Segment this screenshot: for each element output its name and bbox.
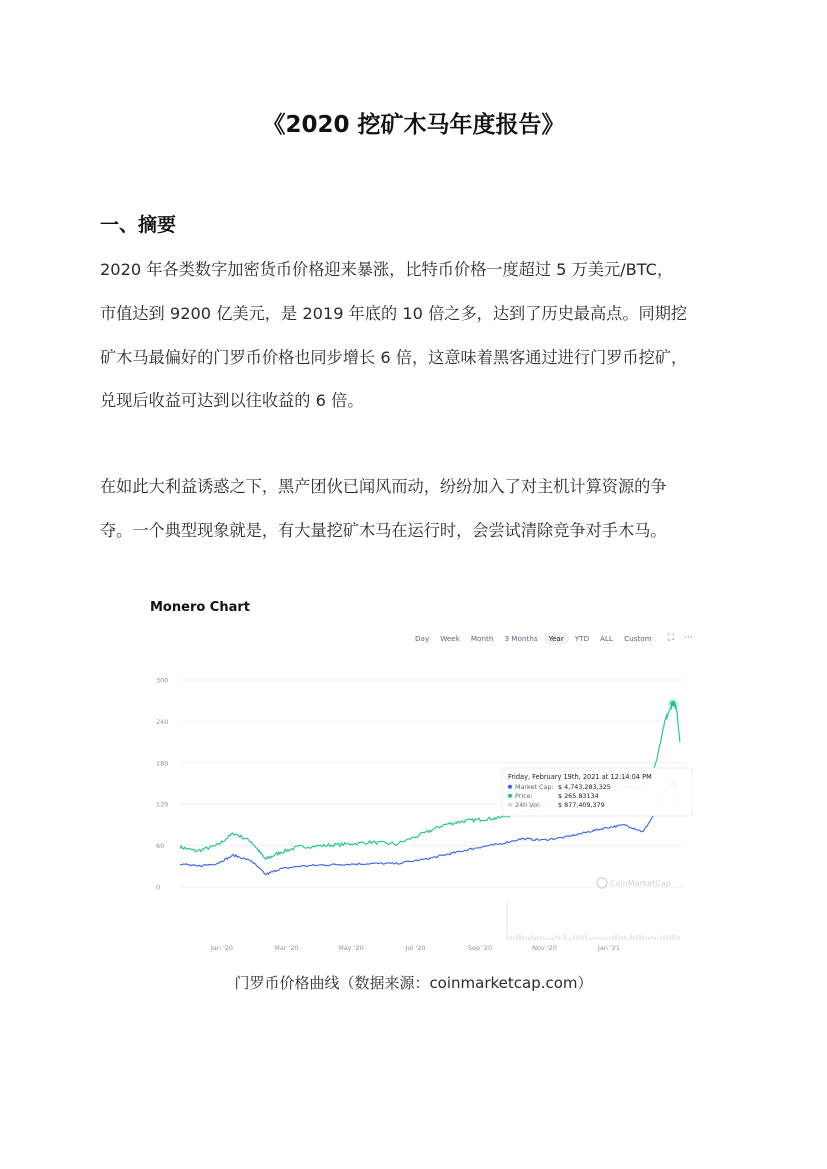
volume-bar [531, 935, 533, 940]
y-tick-label: 60 [156, 842, 165, 851]
volume-bar [651, 936, 653, 940]
volume-bar [612, 936, 614, 940]
volume-bar [627, 937, 629, 940]
tooltip-label: Price: [515, 792, 533, 800]
volume-bar [588, 938, 590, 940]
range-month[interactable]: Month [470, 633, 494, 643]
y-tick-label: 300 [156, 676, 169, 685]
volume-bar [633, 935, 635, 940]
volume-bar [528, 936, 530, 940]
x-tick-label: Jan '20 [210, 944, 234, 952]
paragraph1-line: 2020 年各类数字加密货币价格迎来暴涨，比特币价格一度超过 5 万美元/BTC， [100, 260, 674, 279]
figure-caption: 门罗币价格曲线（数据来源：coinmarketcap.com） [234, 974, 593, 992]
volume-bar [579, 935, 581, 940]
volume-bar [615, 934, 617, 940]
price-hover-point [670, 701, 675, 706]
volume-bar [594, 937, 596, 940]
volume-bar [675, 935, 677, 940]
y-tick-label: 0 [156, 883, 161, 892]
volume-bar [558, 935, 560, 940]
volume-bar [609, 937, 611, 940]
tooltip-dot [508, 785, 512, 789]
x-tick-label: Nov '20 [532, 944, 557, 952]
monero-chart-figure [140, 590, 700, 960]
volume-bar [507, 937, 509, 940]
range-3-months[interactable]: 3 Months [504, 633, 538, 643]
chart-title: Monero Chart [150, 600, 251, 615]
volume-bar [618, 937, 620, 940]
volume-bar [519, 934, 521, 940]
y-tick-label: 120 [156, 800, 169, 809]
paragraph1-line: 矿木马最偏好的门罗币价格也同步增长 6 倍，这意味着黑客通过进行门罗币挖矿， [100, 348, 688, 367]
volume-bar [657, 937, 659, 940]
volume-bar [603, 937, 605, 940]
volume-bar [591, 937, 593, 940]
volume-bar [666, 935, 668, 940]
volume-bar [630, 934, 632, 940]
volume-bar [561, 938, 563, 940]
x-tick-label: Mar '20 [274, 944, 299, 952]
volume-bar [597, 937, 599, 940]
volume-bar [513, 937, 515, 940]
y-tick-label: 180 [156, 759, 169, 768]
y-tick-label: 240 [156, 717, 169, 726]
volume-bar [621, 936, 623, 940]
range-week[interactable]: Week [440, 633, 460, 643]
volume-bar [654, 937, 656, 940]
tooltip-dot [508, 794, 512, 798]
paragraph1-line: 兑现后收益可达到以往收益的 6 倍。 [100, 391, 364, 410]
tooltip-dot [508, 803, 512, 807]
volume-bar [543, 936, 545, 940]
paragraph2-line: 夺。一个典型现象就是，有大量挖矿木马在运行时，会尝试清除竞争对手木马。 [100, 521, 667, 540]
volume-bar [660, 936, 662, 940]
range-ytd[interactable]: YTD [574, 633, 590, 643]
volume-bar [606, 938, 608, 940]
tooltip-date: Friday, February 19th, 2021 at 12:14:04 PM [508, 773, 652, 781]
volume-bar [534, 937, 536, 940]
volume-bar [663, 935, 665, 940]
volume-bar [552, 937, 554, 940]
volume-bar [564, 934, 566, 940]
tooltip-value: $ 265.83134 [558, 792, 599, 800]
watermark: CoinMarketCap [610, 879, 671, 888]
volume-bar [540, 937, 542, 940]
range-day[interactable]: Day [415, 633, 430, 643]
tooltip-label: Market Cap: [515, 783, 554, 791]
volume-bar [516, 934, 518, 940]
fullscreen-icon[interactable]: ⛶ [667, 633, 674, 643]
price-chart [140, 590, 700, 960]
more-icon[interactable]: ⋯ [683, 633, 693, 643]
x-tick-label: Sep '20 [467, 944, 493, 952]
x-tick-label: Jan '21 [597, 944, 621, 952]
volume-bar [648, 936, 650, 940]
volume-bar [636, 935, 638, 940]
volume-bar [555, 936, 557, 940]
range-custom[interactable]: Custom [624, 633, 652, 643]
x-tick-label: Jul '20 [405, 944, 426, 952]
volume-bar [525, 937, 527, 940]
tooltip-value: $ 4,743,283,325 [558, 783, 611, 791]
section-heading: 一、摘要 [100, 214, 177, 236]
volume-bar [669, 935, 671, 940]
volume-bar [585, 934, 587, 940]
volume-bar [549, 938, 551, 940]
volume-bar [570, 938, 572, 940]
volume-bar [567, 938, 569, 940]
range-year[interactable]: Year [544, 632, 569, 645]
volume-bar [576, 935, 578, 940]
volume-bar [642, 935, 644, 940]
tooltip-value: $ 877,409,379 [558, 801, 605, 809]
volume-bar [645, 937, 647, 940]
paragraph1-line: 市值达到 9200 亿美元，是 2019 年底的 10 倍之多，达到了历史最高点。同期挖 [100, 304, 688, 323]
range-all[interactable]: ALL [600, 633, 614, 643]
x-tick-label: May '20 [338, 944, 364, 952]
volume-bar [624, 935, 626, 940]
volume-bar [537, 936, 539, 940]
report-title: 《2020 挖矿木马年度报告》 [262, 112, 565, 138]
volume-bar [573, 935, 575, 940]
paragraph2-line: 在如此大利益诱惑之下，黑产团伙已闻风而动，纷纷加入了对主机计算资源的争 [100, 477, 667, 496]
volume-bar [672, 935, 674, 940]
tooltip-label: 24h Vol: [515, 801, 541, 809]
volume-bar [510, 935, 512, 940]
volume-bar [546, 937, 548, 940]
volume-bar [600, 937, 602, 940]
volume-bar [582, 936, 584, 940]
volume-bar [678, 936, 680, 940]
volume-bar [639, 934, 641, 940]
volume-bar [522, 936, 524, 940]
